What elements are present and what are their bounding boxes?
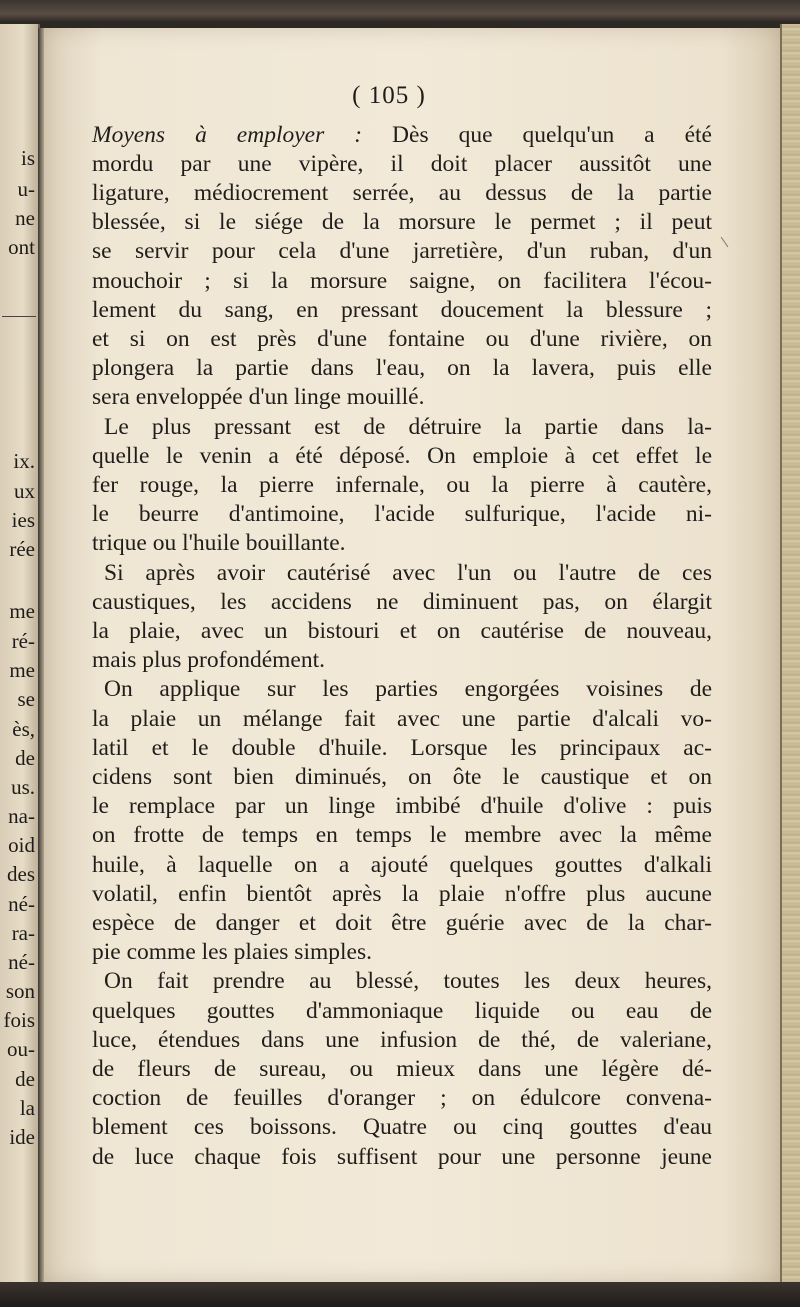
text-line: Le plus pressant est de détruire la partie dans la- — [104, 414, 712, 440]
text-line: trique ou l'huile bouillante. — [92, 530, 346, 556]
page-edge-stack — [780, 24, 800, 1286]
text-line: se servir pour cela d'une jarretière, d'un ruban, d'un — [92, 238, 712, 264]
left-page-fragment: is — [20, 146, 35, 170]
text-line: et si on est près d'une fontaine ou d'une rivière, on — [92, 326, 712, 352]
text-line: luce, étendues dans une infusion de thé, de valeriane, — [92, 1027, 712, 1053]
left-page-fragment: se — [17, 687, 35, 711]
text-line: de luce chaque fois suffisent pour une personne jeune — [92, 1144, 712, 1170]
text-line: volatil, enfin bientôt après la plaie n'offre plus aucune — [92, 881, 712, 907]
text-line: fer rouge, la pierre infernale, ou la pierre à cautère, — [92, 472, 712, 498]
left-page-fragment: rée — [9, 537, 35, 561]
text-line: quelques gouttes d'ammoniaque liquide ou eau de — [92, 998, 712, 1024]
left-page-fragment: ont — [8, 235, 35, 259]
text-line: le remplace par un linge imbibé d'huile d'olive : puis — [92, 793, 712, 819]
text-line: mouchoir ; si la morsure saigne, on facilitera l'écou- — [92, 268, 712, 294]
text-line: On applique sur les parties engorgées voisines de — [104, 676, 712, 702]
left-page-fragment: ies — [11, 508, 35, 532]
left-page-fragment: de — [15, 746, 35, 770]
text-line: plongera la partie dans l'eau, on la lavera, puis elle — [92, 355, 712, 381]
text-line: Si après avoir cautérisé avec l'un ou l'autre de ces — [104, 560, 712, 586]
text-line: le beurre d'antimoine, l'acide sulfurique, l'acide ni- — [92, 501, 712, 527]
left-page-fragment: ux — [14, 479, 35, 503]
left-page-edge — [0, 24, 40, 1284]
ink-mark — [721, 237, 729, 247]
left-page-fragment: la — [19, 1096, 35, 1120]
left-page-fragment: oid — [8, 833, 35, 857]
left-page-fragment: des — [7, 862, 35, 886]
left-page-fragment: ré- — [11, 629, 35, 653]
left-page-fragment: na- — [8, 804, 35, 828]
left-page-fragment: ra- — [11, 921, 35, 945]
section-heading: Moyens à employer : — [92, 122, 363, 148]
left-page-rule — [2, 316, 36, 317]
left-page-fragment: son — [5, 979, 35, 1003]
text-line: mordu par une vipère, il doit placer aussitôt une — [92, 151, 712, 177]
text-line: la plaie un mélange fait avec une partie d'alcali vo- — [92, 706, 712, 732]
text-line: la plaie, avec un bistouri et on cautérise de nouveau, — [92, 618, 712, 644]
left-page-fragment: né- — [8, 950, 35, 974]
text-line: coction de feuilles d'oranger ; on édulcore convena- — [92, 1085, 712, 1111]
text-line: pie comme les plaies simples. — [92, 939, 372, 965]
text-line: mais plus profondément. — [92, 647, 326, 673]
text-line: huile, à laquelle on a ajouté quelques gouttes d'alkali — [92, 852, 712, 878]
text-line: ligature, médiocrement serrée, au dessus de la partie — [92, 180, 712, 206]
text-line: latil et le double d'huile. Lorsque les principaux ac- — [92, 735, 712, 761]
text-line: blessée, si le siége de la morsure le permet ; il peut — [92, 209, 712, 235]
bottom-shadow — [0, 1282, 800, 1307]
page-number: ( 105 ) — [352, 82, 426, 109]
left-page-fragment: ou- — [7, 1037, 35, 1061]
text-line: blement ces boissons. Quatre ou cinq gouttes d'eau — [92, 1114, 712, 1140]
text-line: quelle le venin a été déposé. On emploie à cet effet le — [92, 443, 712, 469]
book-page — [44, 28, 780, 1282]
left-page-fragment: me — [9, 658, 35, 682]
left-page-fragment: ne — [15, 206, 35, 230]
text-line: on frotte de temps en temps le membre avec la même — [92, 822, 712, 848]
text-line: On fait prendre au blessé, toutes les deux heures, — [104, 968, 712, 994]
left-page-fragment: me — [9, 599, 35, 623]
text-line-rest: Dès que quelqu'un a été — [362, 122, 712, 148]
text-line: sera enveloppée d'un linge mouillé. — [92, 384, 425, 410]
text-line — [92, 122, 712, 149]
left-page-fragment: ide — [9, 1125, 35, 1149]
text-line: caustiques, les accidens ne diminuent pas, on élargit — [92, 589, 712, 615]
text-line: de fleurs de sureau, ou mieux dans une légère dé- — [92, 1056, 712, 1082]
text-line: espèce de danger et doit être guérie avec de la char- — [92, 910, 712, 936]
text-line: lement du sang, en pressant doucement la blessure ; — [92, 297, 712, 323]
left-page-fragment: ès, — [12, 717, 35, 741]
text-line: cidens sont bien diminués, on ôte le caustique et on — [92, 764, 712, 790]
left-page-fragment: ix. — [13, 449, 35, 473]
left-page-fragment: us. — [11, 775, 35, 799]
left-page-fragment: né- — [8, 892, 35, 916]
left-page-fragment: u- — [17, 177, 35, 201]
left-page-fragment: de — [15, 1067, 35, 1091]
left-page-fragment: fois — [3, 1008, 35, 1032]
